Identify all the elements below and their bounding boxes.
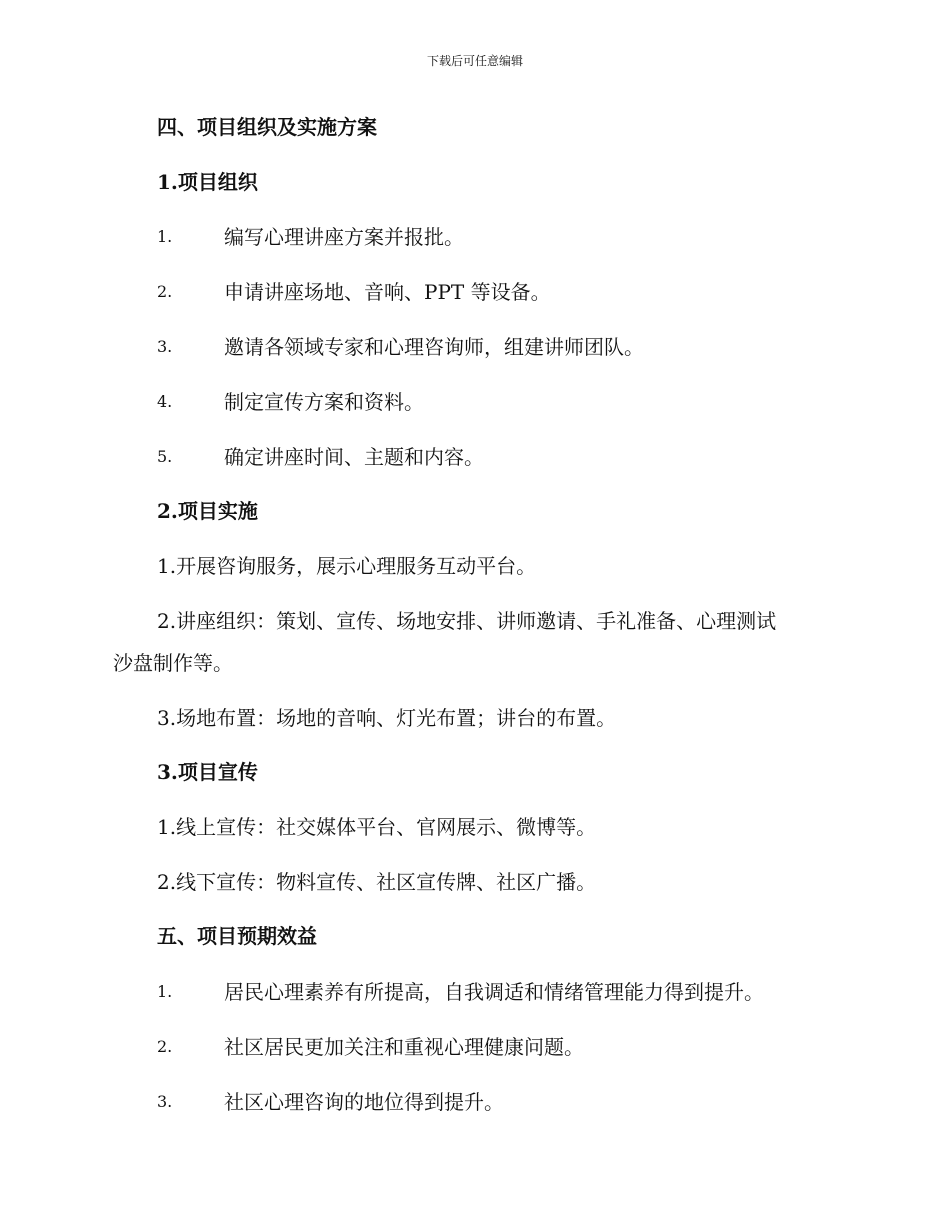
benefit-item-1-num: 1.	[157, 982, 173, 1001]
benefit-item-1-text: 居民心理素养有所提高，自我调适和情绪管理能力得到提升。	[224, 980, 764, 1004]
promo-paragraph-1: 1.线上宣传：社交媒体平台、官网展示、微博等。	[157, 815, 597, 839]
benefit-item-3-num: 3.	[157, 1092, 173, 1111]
org-item-4-num: 4.	[157, 392, 173, 411]
org-item-5-num: 5.	[157, 447, 173, 466]
org-item-2-text: 申请讲座场地、音响、PPT 等设备。	[224, 280, 551, 304]
org-item-2-num: 2.	[157, 282, 173, 301]
org-item-3-text: 邀请各领域专家和心理咨询师，组建讲师团队。	[224, 335, 644, 359]
org-title: 1.项目组织	[157, 170, 258, 194]
impl-title: 2.项目实施	[157, 499, 258, 523]
page-header: 下载后可任意编辑	[426, 54, 523, 68]
impl-paragraph-2-line-1: 2.讲座组织：策划、宣传、场地安排、讲师邀请、手礼准备、心理测试	[157, 609, 777, 633]
org-item-5-text: 确定讲座时间、主题和内容。	[224, 445, 484, 469]
section5-title: 五、项目预期效益	[157, 924, 317, 948]
org-item-1-text: 编写心理讲座方案并报批。	[224, 225, 464, 249]
org-item-3-num: 3.	[157, 337, 173, 356]
benefit-item-3-text: 社区心理咨询的地位得到提升。	[224, 1090, 504, 1114]
section4-title: 四、项目组织及实施方案	[157, 115, 377, 139]
org-item-1-num: 1.	[157, 227, 173, 246]
promo-paragraph-2: 2.线下宣传：物料宣传、社区宣传牌、社区广播。	[157, 870, 597, 894]
impl-paragraph-2-line-2: 沙盘制作等。	[113, 651, 233, 675]
promo-title: 3.项目宣传	[157, 760, 258, 784]
org-item-4-text: 制定宣传方案和资料。	[224, 390, 424, 414]
impl-paragraph-1: 1.开展咨询服务，展示心理服务互动平台。	[157, 554, 537, 578]
benefit-item-2-text: 社区居民更加关注和重视心理健康问题。	[224, 1035, 584, 1059]
impl-paragraph-3: 3.场地布置：场地的音响、灯光布置；讲台的布置。	[157, 706, 617, 730]
benefit-item-2-num: 2.	[157, 1037, 173, 1056]
